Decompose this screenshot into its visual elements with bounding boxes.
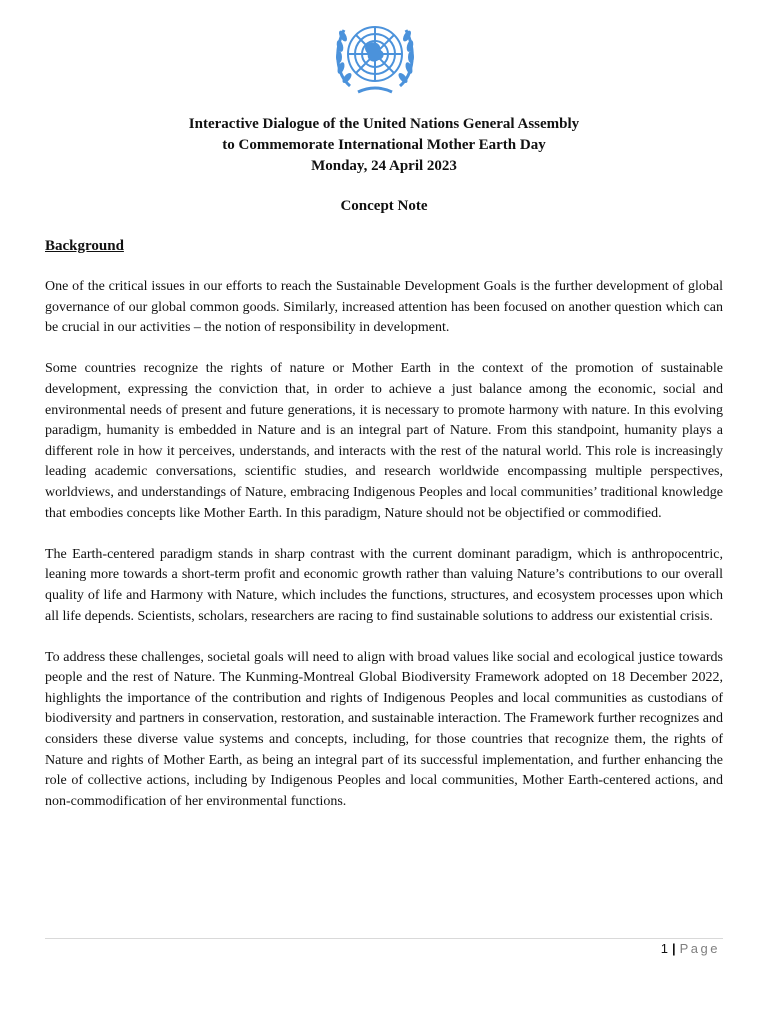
title-line-1: Interactive Dialogue of the United Nations General Assembly: [188, 116, 580, 132]
page-number: 1: [660, 941, 668, 956]
un-emblem-icon: [330, 14, 420, 98]
page-label: Page: [679, 941, 720, 956]
title-date: Monday, 24 April 2023: [311, 158, 457, 174]
section-heading-background: Background: [45, 238, 124, 254]
dialogue-title: [0, 114, 768, 177]
paragraph: To address these challenges, societal goals will need to align with broad values like social and ecological justice towards people and the rest of Nature. The Kunming-Montreal Global Biodiversity Framework adopted on 18 December 2022, highlights the importance of the contribution and rights of Indigenous Peoples and local communities as custodians of biodiversity and partners in conservation, restoration, and sustainable interaction. The Framework further recognizes and considers these diverse value systems and concepts, including, for those countries that recognize them, the rights of Nature and rights of Mother Earth, as being an integral part of its successful implementation, and further enhancing the role of collective actions, including by Indigenous Peoples and local communities, Mother Earth-centered actions, and non-commodification of her environmental functions.: [45, 649, 723, 809]
title-line-2: to Commemorate International Mother Earth Day: [222, 137, 546, 153]
section-body: [45, 277, 723, 833]
paragraph: Some countries recognize the rights of nature or Mother Earth in the context of the promotion of sustainable development, expressing the conviction that, in order to achieve a just balance among the economic, social and environmental needs of present and future generations, it is necessary to promote harmony with nature. In this evolving paradigm, humanity is embedded in Nature and is an integral part of Nature. From this standpoint, humanity plays a different role in how it perceives, understands, and interacts with the rest of the natural world. This role is increasingly leading academic conversations, scientific studies, and research worldwide encompassing multiple perspectives, worldviews, and understandings of Nature, embracing Indigenous Peoples and local communities’ traditional knowledge that embodies concepts like Mother Earth. In this paradigm, Nature should not be objectified or commodified.: [45, 361, 723, 521]
paragraph: The Earth-centered paradigm stands in sharp contrast with the current dominant paradigm, which is anthropocentric, leaning more towards a short-term profit and economic growth rather than valuing Nature’s contributions to our overall quality of life and Harmony with Nature, which includes the functions, structures, and ecosystem processes upon which all life depends. Scientists, scholars, researchers are racing to find sustainable solutions to address our existential crisis.: [45, 546, 723, 624]
paragraph: One of the critical issues in our efforts to reach the Sustainable Development Goals is the further development of global governance of our global common goods. Similarly, increased attention has been focused on another question which can be crucial in our activities – the notion of responsibility in development.: [45, 279, 723, 336]
page-footer: [661, 940, 720, 958]
footer-divider: [45, 938, 723, 939]
page-separator: |: [671, 941, 676, 956]
document-type-heading: Concept Note: [340, 198, 428, 214]
